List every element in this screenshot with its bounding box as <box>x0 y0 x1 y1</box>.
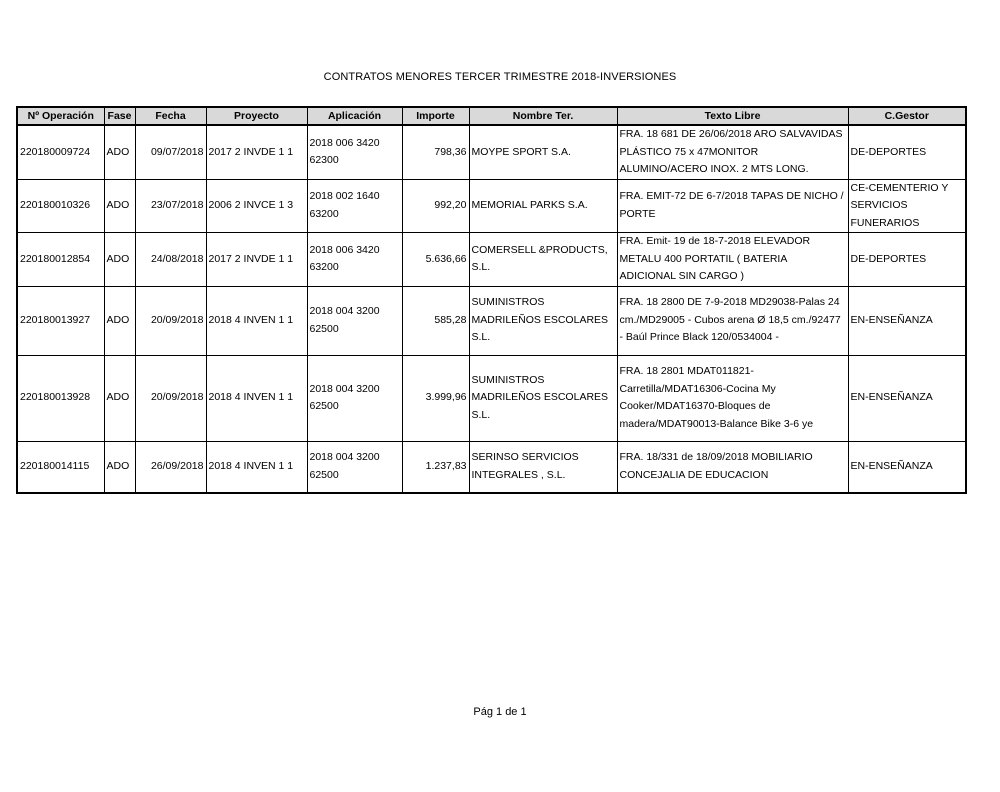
cell-gestor: CE-CEMENTERIO Y SERVICIOS FUNERARIOS <box>848 179 966 233</box>
cell-aplicacion: 2018 004 3200 62500 <box>307 286 402 355</box>
cell-nombre: SUMINISTROS MADRILEÑOS ESCOLARES S.L. <box>469 286 617 355</box>
cell-importe: 798,36 <box>402 125 469 179</box>
cell-operacion: 220180012854 <box>17 233 104 287</box>
cell-importe: 3.999,96 <box>402 355 469 441</box>
cell-fecha: 09/07/2018 <box>135 125 206 179</box>
cell-gestor: EN-ENSEÑANZA <box>848 355 966 441</box>
cell-nombre: SUMINISTROS MADRILEÑOS ESCOLARES S.L. <box>469 355 617 441</box>
cell-fecha: 24/08/2018 <box>135 233 206 287</box>
cell-gestor: EN-ENSEÑANZA <box>848 441 966 493</box>
cell-fase: ADO <box>104 179 135 233</box>
table-row <box>17 355 966 441</box>
cell-fase: ADO <box>104 286 135 355</box>
operations-table <box>16 106 967 494</box>
cell-fecha: 23/07/2018 <box>135 179 206 233</box>
cell-texto: FRA. 18 2801 MDAT011821-Carretilla/MDAT16306-Cocina My Cooker/MDAT16370-Bloques de madera/MDAT90013-Balance Bike 3-6 ye <box>617 355 848 441</box>
cell-fecha: 26/09/2018 <box>135 441 206 493</box>
header-proyecto: Proyecto <box>206 107 307 125</box>
cell-aplicacion: 2018 002 1640 63200 <box>307 179 402 233</box>
cell-nombre: MOYPE SPORT S.A. <box>469 125 617 179</box>
header-fecha: Fecha <box>135 107 206 125</box>
table-row <box>17 179 966 233</box>
cell-texto: FRA. 18 681 DE 26/06/2018 ARO SALVAVIDAS PLÁSTICO 75 x 47MONITOR ALUMINO/ACERO INOX. 2 MTS LONG. <box>617 125 848 179</box>
cell-texto: FRA. Emit- 19 de 18-7-2018 ELEVADOR METALU 400 PORTATIL ( BATERIA ADICIONAL SIN CARGO ) <box>617 233 848 287</box>
table-row <box>17 286 966 355</box>
cell-importe: 992,20 <box>402 179 469 233</box>
header-operacion: Nº Operación <box>17 107 104 125</box>
cell-operacion: 220180010326 <box>17 179 104 233</box>
cell-texto: FRA. 18/331 de 18/09/2018 MOBILIARIO CONCEJALIA DE EDUCACION <box>617 441 848 493</box>
cell-aplicacion: 2018 006 3420 62300 <box>307 125 402 179</box>
cell-proyecto: 2018 4 INVEN 1 1 <box>206 355 307 441</box>
cell-fase: ADO <box>104 441 135 493</box>
header-texto: Texto Libre <box>617 107 848 125</box>
cell-proyecto: 2006 2 INVCE 1 3 <box>206 179 307 233</box>
cell-importe: 5.636,66 <box>402 233 469 287</box>
header-nombre: Nombre Ter. <box>469 107 617 125</box>
cell-nombre: MEMORIAL PARKS S.A. <box>469 179 617 233</box>
cell-nombre: SERINSO SERVICIOS INTEGRALES , S.L. <box>469 441 617 493</box>
cell-fecha: 20/09/2018 <box>135 286 206 355</box>
cell-nombre: COMERSELL &PRODUCTS, S.L. <box>469 233 617 287</box>
cell-aplicacion: 2018 004 3200 62500 <box>307 355 402 441</box>
cell-operacion: 220180013927 <box>17 286 104 355</box>
document-title: CONTRATOS MENORES TERCER TRIMESTRE 2018-INVERSIONES <box>323 71 677 83</box>
cell-importe: 1.237,83 <box>402 441 469 493</box>
cell-texto: FRA. EMIT-72 DE 6-7/2018 TAPAS DE NICHO / PORTE <box>617 179 848 233</box>
cell-proyecto: 2017 2 INVDE 1 1 <box>206 125 307 179</box>
cell-fase: ADO <box>104 355 135 441</box>
header-gestor: C.Gestor <box>848 107 966 125</box>
cell-operacion: 220180009724 <box>17 125 104 179</box>
cell-gestor: EN-ENSEÑANZA <box>848 286 966 355</box>
table-row <box>17 125 966 179</box>
header-fase: Fase <box>104 107 135 125</box>
cell-proyecto: 2017 2 INVDE 1 1 <box>206 233 307 287</box>
cell-importe: 585,28 <box>402 286 469 355</box>
cell-gestor: DE-DEPORTES <box>848 233 966 287</box>
cell-texto: FRA. 18 2800 DE 7-9-2018 MD29038-Palas 24 cm./MD29005 - Cubos arena Ø 18,5 cm./92477 - Baúl Prince Black 120/0534004 - <box>617 286 848 355</box>
cell-fase: ADO <box>104 233 135 287</box>
cell-fecha: 20/09/2018 <box>135 355 206 441</box>
cell-aplicacion: 2018 004 3200 62500 <box>307 441 402 493</box>
header-aplicacion: Aplicación <box>307 107 402 125</box>
header-row <box>17 107 966 125</box>
header-importe: Importe <box>402 107 469 125</box>
cell-operacion: 220180013928 <box>17 355 104 441</box>
table-row <box>17 441 966 493</box>
cell-fase: ADO <box>104 125 135 179</box>
cell-gestor: DE-DEPORTES <box>848 125 966 179</box>
cell-proyecto: 2018 4 INVEN 1 1 <box>206 286 307 355</box>
cell-operacion: 220180014115 <box>17 441 104 493</box>
cell-aplicacion: 2018 006 3420 63200 <box>307 233 402 287</box>
page-number: Pág 1 de 1 <box>473 706 527 718</box>
table-row <box>17 233 966 287</box>
cell-proyecto: 2018 4 INVEN 1 1 <box>206 441 307 493</box>
